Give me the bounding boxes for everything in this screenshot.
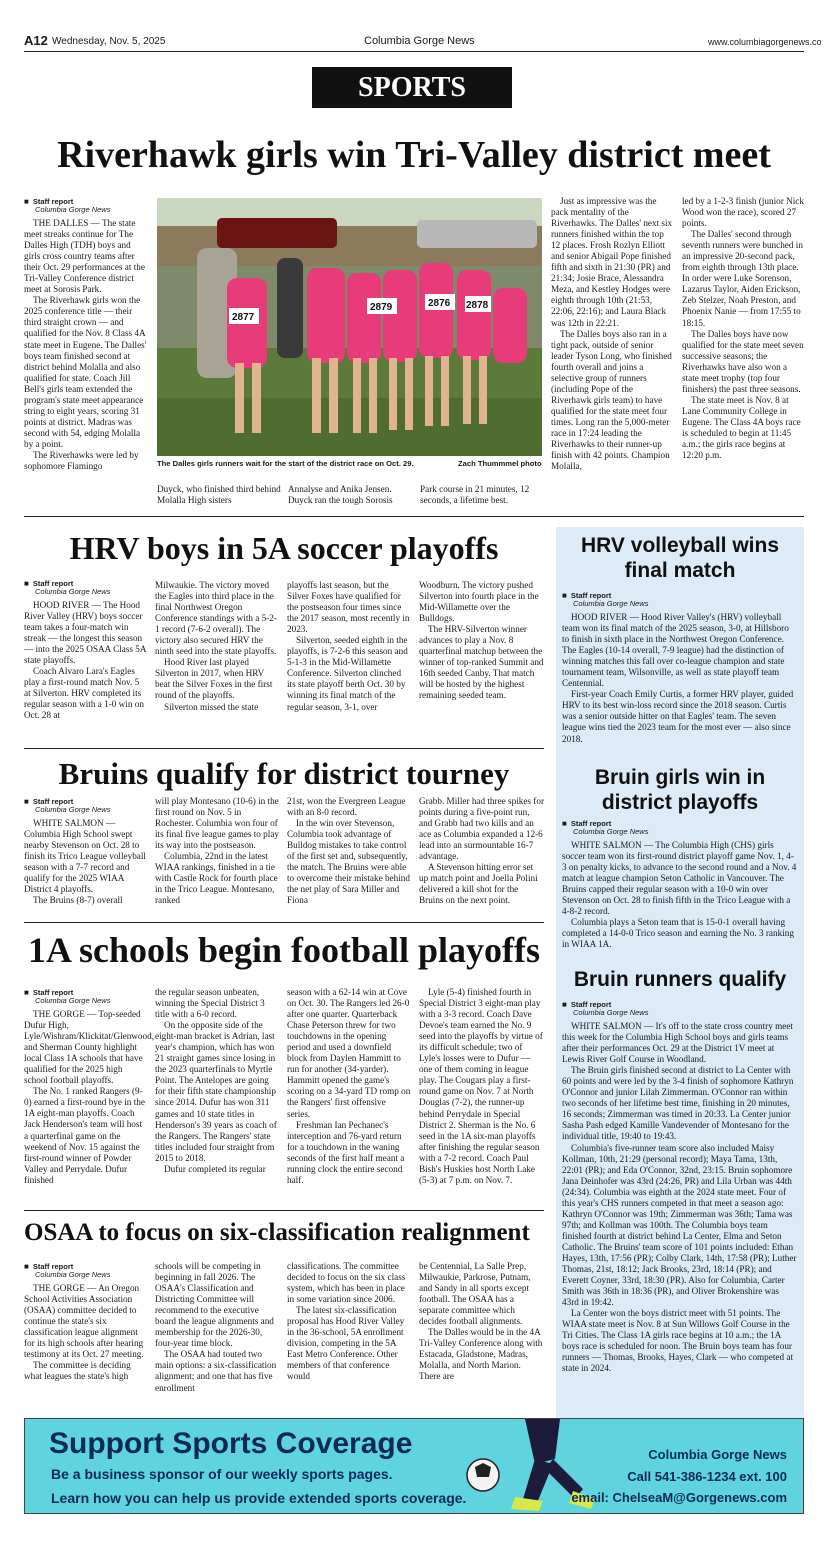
story1-col4: led by a 1-2-3 finish (junior Nick Wood won the race), scored 27 points. The Dalles' second through seventh runners were bunched in an impressive 20-second pack, from eighth through 13th place. In order were Luke Sorenson, Lazarus Taylor, Aiden Erickson, Zeb Stelzer, Noah Preston, and Phoenix Nanie — from 17:55 to 18:15. The Dalles boys have now qualified for the state meet seven successive seasons; the Riverhawks have also won a state meet trophy (top four finishers) the past three seasons. The state meet is Nov. 8 at Lane Community College in Eugene. The Class 4A boys race is scheduled to begin at 11:45 a.m.; the girls race begins at 12:20 p.m. xyxy=(682,196,804,461)
byline: ■ Staff report xyxy=(24,798,148,806)
story1-col3: Just as impressive was the pack mentality of the Riverhawks. The Dalles' next six runners finished within the top 12 places. Frosh Rozlyn Elliott and senior Abigail Pope finished fifth and sixth in 21:30 (PR) and 21:34; Josie Brace, Alessandra Meza, and Kestley Hodges were eighth through 10th (21:53, 22:06, 22:16); and Laura Black was 12th in 22:21. The Dalles boys also ran in a tight pack, outside of senior leader Tyson Long, who finished fourth overall and joins a selective group of runners (including Pope of the Riverhawk girls team) to have qualified for the state meet four times. Long ran the 5,000-meter race in 17:24 leading the Riverhawks to their runner-up finish with 42 points. Champion Molalla, xyxy=(551,196,673,472)
byline: ■ Staff report xyxy=(24,198,148,206)
byline: ■ Staff report xyxy=(24,580,148,588)
paper-name: Columbia Gorge News xyxy=(364,35,475,47)
byline: ■ Staff report xyxy=(562,592,798,600)
story3-col3: 21st, won the Evergreen League with an 8-0 record. In the win over Stevenson, Columbia took advantage of Bulldog mistakes to take control of the first set and, subsequently, the match. The Bruins were able to overcome their mistake behind the net play of Sara Miller and Fiona xyxy=(287,796,410,906)
story5-headline: OSAA to focus on six-classification realignment xyxy=(24,1219,530,1246)
story1-under-photo-3: Park course in 21 minutes, 12 seconds, a lifetime best. xyxy=(420,484,530,506)
story4-col2: the regular season unbeaten, winning the Special District 3 title with a 6-0 record. On the opposite side of the eight-man bracket is Adrian, last year's champion, which has won 21 straight games since losing in the 2023 quarterfinals to Myrtle Point. The Antelopes are going for their fifth state championship since 2014. Dufur has won 311 games and 10 state titles in Henderson's 39 years as coach of the Rangers. The Rangers' state titles included four straight from 2015 to 2018. Dufur completed its regular xyxy=(155,987,277,1174)
byline-agency: Columbia Gorge News xyxy=(35,996,111,1005)
page-number: A12 xyxy=(24,33,48,48)
story1-under-photo-1: Duyck, who finished third behind Molalla High sisters xyxy=(157,484,281,506)
story3-rule xyxy=(24,922,544,923)
story2-col4: Woodburn. The victory pushed Silverton into fourth place in the Mid-Willamette over the Bulldogs. The HRV-Silverton winner advances to play a Nov. 8 quarterfinal matchup between the winner of top-ranked Summit and 16th seeded Canby. That match will be hosted by the highest remaining seeded team. xyxy=(419,580,544,701)
sidebar1-headline: HRV volleyball wins final match xyxy=(580,534,779,582)
photo-caption: The Dalles girls runners wait for the start of the district race on Oct. 29. xyxy=(157,459,414,468)
story4-col3: season with a 62-14 win at Cove on Oct. 30. The Rangers led 26-0 after one quarter. Quarterback Chase Peterson threw for two touchdowns in the opening period and used a downfield block from Daylen Hammitt to run for another (34-yarder). Hammitt opened the game's scoring on a 34-yard TD romp on the Rangers' first offensive series. Freshman Ian Pechanec's interception and 76-yard return for a touchdown in the waning seconds of the first half meant a running clock the entire second half. xyxy=(287,987,411,1185)
byline: ■ Staff report xyxy=(24,989,148,997)
byline-agency: Columbia Gorge News xyxy=(35,205,111,214)
story2-col2: Milwaukie. The victory moved the Eagles into third place in the final Northwest Oregon Conference standings with a 5-2-1 record (7-6-2 overall). The victory also secured HRV the ninth seed into the state playoffs. Hood River last played Silverton in 2017, when HRV beat the Silver Foxes in the first round of the playoffs. Silverton missed the state xyxy=(155,580,277,712)
paper-url[interactable]: www.columbiagorgenews.co xyxy=(708,37,822,47)
story3-col4: Grabb. Miller had three spikes for points during a five-point run, and Grabb had two kills and an ace as Columbia expanded a 12-6 lead into an surmountable 16-7 advantage. A Stevenson hitting error set up match point and Joella Polini delivered a kill shot for the Bruins on the next point. xyxy=(419,796,545,906)
bib-number: 2878 xyxy=(466,300,489,311)
story5-col4: be Centennial, La Salle Prep, Milwaukie, Parkrose, Putnam, and Sandy in all sports except football. The OSAA has a separate committee which decides football alignments. The Dalles would be in the 4A Tri-Valley Conference along with Estacada, Gladstone, Madras, Molalla, and North Marion. There are xyxy=(419,1261,543,1382)
story5-col2: schools will be competing in beginning in fall 2026. The OSAA's Classification and Districting Committee will recommend to the executive board the league alignments and membership for the 2026-30, four-year time block. The OSAA had touted two main options: a six-classification alignment; and one that has five enrollment xyxy=(155,1261,277,1393)
byline-agency: Columbia Gorge News xyxy=(573,1008,649,1017)
bib-number: 2877 xyxy=(232,312,255,323)
ad-line1: Be a business sponsor of our weekly sports pages. xyxy=(51,1466,393,1482)
story1-headline: Riverhawk girls win Tri-Valley district meet xyxy=(57,134,771,176)
header-rule xyxy=(24,51,804,52)
ad-title: Support Sports Coverage xyxy=(49,1427,413,1460)
bib-number: 2879 xyxy=(370,302,393,313)
sidebar2-body: ■ Staff report Columbia Gorge News WHITE SALMON — The Columbia High (CHS) girls soccer team won its first-round district playoff game Nov. 1, 4-3 on penalty kicks, to advance to the second round and a Nov. 4 match at league champion Seton Catholic in Vancouver. The Bruins capped their regular season with a 10-0 win over Stevenson on Oct. 28 to finish fifth in the Trico League with a 4-8-2 record. Columbia plays a Seton team that is 15-0-1 overall having completed a 14-0-0 Trico season and earning the No. 3 ranking in WIAA 1A. xyxy=(562,820,798,950)
story1-col1: ■ Staff report Columbia Gorge News THE DALLES — The state meet streaks continue for The Dalles High (TDH) boys and girls cross country teams after their Oct. 29 performances at the Tri-Valley Conference district meet at Sorosis Park. The Riverhawk girls won the 2025 conference title — their third straight crown — and qualified for the Nov. 8 Class 4A state meet in Eugene. The Dalles' boys team finished second at district behind Molalla and also qualified for state. Coach Jill Bell's girls team extended the program's state meet appearance string to eight years, scoring 31 points at district. Madras was second with 54, edging Molalla by a point. The Riverhawks were led by sophomore Flamingo xyxy=(24,198,148,472)
ad-line2: Learn how you can help us provide extended sports coverage. xyxy=(51,1490,467,1506)
byline-agency: Columbia Gorge News xyxy=(573,599,649,608)
story3-headline: Bruins qualify for district tourney xyxy=(58,756,510,791)
ad-phone[interactable]: Call 541-386-1234 ext. 100 xyxy=(627,1469,787,1484)
bib-number: 2876 xyxy=(428,298,451,309)
photo-credit: Zach Thummmel photo xyxy=(458,459,542,468)
byline: ■ Staff report xyxy=(24,1263,148,1271)
ad-org: Columbia Gorge News xyxy=(648,1447,787,1462)
sidebar1-body: ■ Staff report Columbia Gorge News HOOD RIVER — Hood River Valley's (HRV) volleyball team won its final match of the 2025 season, 3-0, at Hillsboro to finish in sixth place in the Northwest Oregon Conference. The Eagles (10-14 overall, 7-9 league) had the distinction of winning matches this fall over co-league champion and state tournament team, Wilsonville, as well as state playoff team Centennial. First-year Coach Emily Curtis, a former HRV player, guided HRV to its best win-loss record since the 2018 season. Curtis was a senior outside hitter on that Eagles' team. The seven league wins tied the 2023 team for the most ever — also since 2018. xyxy=(562,592,798,745)
byline-agency: Columbia Gorge News xyxy=(35,1270,111,1279)
story5-col3: classifications. The committee decided to focus on the six class system, which has been in place in some variation since 2006. The latest six-classification proposal has Hood River Valley in the 36-school, 5A enrollment division, competing in the 5A East Metro Conference. Other members of that conference would xyxy=(287,1261,406,1382)
byline-agency: Columbia Gorge News xyxy=(35,587,111,596)
story3-col2: will play Montesano (10-6) in the first round on Nov. 5 in Rochester. Columbia won four of its final five league games to play its way into the postseason. Columbia, 22nd in the latest WIAA rankings, finished in a tie with Castle Rock for fourth place in the Trico League. Montesano, ranked xyxy=(155,796,279,906)
byline-agency: Columbia Gorge News xyxy=(573,827,649,836)
story1-rule xyxy=(24,516,804,517)
issue-date: Wednesday, Nov. 5, 2025 xyxy=(52,36,166,47)
ad-email[interactable]: email: ChelseaM@Gorgenews.com xyxy=(571,1490,787,1505)
story2-headline: HRV boys in 5A soccer playoffs xyxy=(69,530,499,566)
story2-col1: ■ Staff report Columbia Gorge News HOOD RIVER — The Hood River Valley (HRV) boys soccer team takes a four-match win streak — the longest this season — into the 2025 OSAA Class 5A state playoffs. Coach Alvaro Lara's Eagles play a first-round match Nov. 5 at Silverton. HRV completed its regular season with a 1-0 win on Oct. 28 at xyxy=(24,580,148,722)
story4-rule xyxy=(24,1210,544,1211)
story2-col3: playoffs last season, but the Silver Foxes have qualified for the postseason four times since the 2017 season, most recently in 2023. Silverton, seeded eighth in the playoffs, is 7-2-6 this season and 5-1-3 in the Mid-Willamette Conference. Silverton clinched its state playoff berth Oct. 30 by winning its final match of the regular season, 3-1, over xyxy=(287,580,410,712)
story3-col1: ■ Staff report Columbia Gorge News WHITE SALMON — Columbia High School swept nearby Stevenson on Oct. 28 to finish its Trico League volleyball season with a 7-7 record and qualify for the 2025 WIAA District 4 playoffs. The Bruins (8-7) overall xyxy=(24,798,148,906)
sidebar3-body: ■ Staff report Columbia Gorge News WHITE SALMON — It's off to the state cross country meet this week for the Columbia High School boys and girls teams after their performances Oct. 29 at the District 1V meet at Lewis River Golf Course in Woodland. The Bruin girls finished second at district to La Center with 60 points and were led by the 3-4 finish of sophomore Kathryn O'Connor and junior Lilah Zimmerman. O'Connor ran within two seconds of her lifetime best time, finishing in 20 minutes, 16 seconds; Zimmerman was timed in 20:33. La Center junior Sasha Pash edged Kamille Vandevender of Montesano for the individual title, 19:40 to 19:43. Columbia's five-runner team score also included Maisy Kollman, 10th, 21:29 (personal record); Maya Tama, 13th, 22:01 (PR); and Eda O'Connor, 32nd, 23:15. Bruin sophomore Jana Deinhofer was 43rd (24:26, PR) and Lila Urban was 44th (24:34). Columbia was eighth at the 2024 state meet. Four of this year's CHS runners competed in that meet a season ago: Kathryn O'Connor was 19th; Zimmerman was 36th; Tama was 97th; and Kollman was 100th. The Columbia boys team finished fourth at district behind La Center, Elma and Seton Catholic. The Bruins' team score of 101 points included: Ethan Hayes, 13th, 17:56 (PR); Colby Clark, 14th, 17:58 (PR); Luther Thomas, 21st, 18:12; Jack Brooks, 23rd, 18:14 (PR); and Everett Coyner, 33rd, 18:30 (PR). Also for Columbia, Carter Smith was 36th in 18:36 (PR), and Oliver Brokenshire was 43rd in 19:42. La Center won the boys district meet with 51 points. The WIAA state meet is Nov. 8 at Sun Willows Golf Course in the Tri Cities. The Class 1A girls race begins at 10 a.m.; the 1A boys race is scheduled for noon. The Bruin boys team has four runners — Thomas, Brooks, Hayes, Clark — who competed at state in 2024. xyxy=(562,1001,798,1375)
byline: ■ Staff report xyxy=(562,820,798,828)
byline: ■ Staff report xyxy=(562,1001,798,1009)
runners-photo xyxy=(157,198,542,456)
section-banner: SPORTS xyxy=(312,67,512,108)
byline-agency: Columbia Gorge News xyxy=(35,805,111,814)
story2-rule xyxy=(24,748,544,749)
story1-under-photo-2: Annalyse and Anika Jensen. Duyck ran the tough Sorosis xyxy=(288,484,393,506)
story5-col1: ■ Staff report Columbia Gorge News THE GORGE — An Oregon School Activities Association (OSAA) committee decided to continue the state's six classification league alignment for its high schools after hearing testimony at its Oct. 27 meeting. The committee is deciding what leagues the state's high xyxy=(24,1263,148,1382)
story4-col1: ■ Staff report Columbia Gorge News THE GORGE — Top-seeded Dufur High, Lyle/Wishram/Klickitat/Glenwood, and Sherman County highlight local Class 1A schools that have qualified for the 2025 high school football playoffs. The No. 1 ranked Rangers (9-0) earned a first-round bye in the 1A eight-man playoffs. Coach Jack Henderson's team will host a quarterfinal game on the weekend of Nov. 15 against the first-round winner of Powder Valley and Perrydale. Dufur finished xyxy=(24,989,148,1186)
sidebar2-headline: Bruin girls win in district playoffs xyxy=(594,766,766,814)
story4-col4: Lyle (5-4) finished fourth in Special District 3 eight-man play with a 3-3 record. Coach Dave Devoe's team earned the No. 9 seed into the playoffs by virtue of its difficult schedule; two of Lyle's losses were to Dufur — one of them coming in league play. The Cougars play a first-round game on Nov. 7 at North Douglas (7-2), the runner-up behind Perrydale in Special District 2. Sherman is the No. 6 seed in the 1A six-man playoffs after finishing the regular season with a 7-2 record. Coach Paul Bish's Huskies host North Lake (5-3) at 7 p.m. on Nov. 7. xyxy=(419,987,543,1185)
story4-headline: 1A schools begin football playoffs xyxy=(27,930,541,970)
sidebar3-headline: Bruin runners qualify xyxy=(573,968,787,991)
sponsor-ad[interactable] xyxy=(24,1418,804,1514)
